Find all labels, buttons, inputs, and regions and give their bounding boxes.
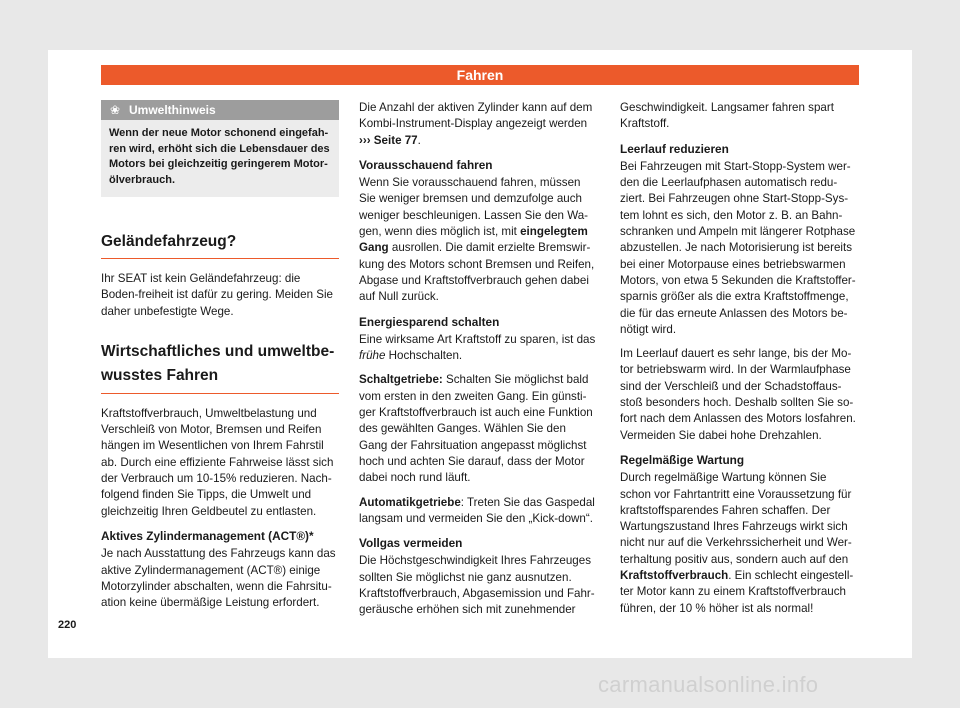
paragraph-vollgas: Die Höchstgeschwindigkeit Ihres Fahrzeuges sollten Sie möglichst nie ganz ausnutzen. Kraftstoffverbrauch, Abgasemission und Fahr-geräusche erhöhen sich mit zunehmender	[359, 554, 595, 617]
heading-gelaendefahrzeug: Geländefahrzeug?	[101, 231, 339, 259]
note-title: Umwelthinweis	[129, 103, 216, 117]
heading-act: Aktives Zylindermanagement (ACT®)*	[101, 528, 314, 543]
heading-energiesparend: Energiesparend schalten	[359, 314, 500, 329]
column-middle	[359, 100, 597, 627]
heading-wartung: Regelmäßige Wartung	[620, 452, 745, 467]
heading-wirtschaftlich: Wirtschaftliches und umweltbe-wusstes Fahren	[101, 340, 339, 394]
column-right	[620, 100, 858, 625]
paragraph-schaltgetriebe: Schaltgetriebe: Schalten Sie möglichst bald vom ersten in den zweiten Gang. Ein günsti-ger Kraftstoffverbrauch ist auch eine Funktion des gewählten Ganges. Wählen Sie den Gang der Fahrsituation angepasst möglichst hoch und achten Sie darauf, dass der Motor dabei noch rund läuft.	[359, 373, 593, 485]
section-header: Fahren	[101, 65, 859, 85]
paragraph-leerlauf-2: Im Leerlauf dauert es sehr lange, bis der Mo-tor betriebswarm wird. In der Warmlaufphase sind der Verschleiß und der Schadstoffaus-stoß besonders hoch. Deshalb sollten Sie so-fort nach dem Anlassen des Motors losfahren. Vermeiden Sie dabei hohe Drehzahlen.	[620, 347, 856, 442]
heading-vorausschauend: Vorausschauend fahren	[359, 157, 493, 172]
page-number: 220	[58, 619, 77, 631]
paragraph-anzahl: Die Anzahl der aktiven Zylinder kann auf dem Kombi-Instrument-Display angezeigt werden ››› Seite 77.	[359, 101, 593, 147]
paragraph-energiesparend: Eine wirksame Art Kraftstoff zu sparen, ist das frühe Hochschalten.	[359, 332, 596, 363]
watermark: carmanualsonline.info	[598, 672, 819, 697]
paragraph-act: Je nach Ausstattung des Fahrzeugs kann das aktive Zylindermanagement (ACT®) einige Motorzylinder abschalten, wenn die Fahrsitu-ation keine übermäßige Leistung erfordert.	[101, 547, 336, 610]
heading-leerlauf: Leerlauf reduzieren	[620, 141, 729, 156]
column-left	[101, 100, 339, 619]
paragraph-leerlauf-1: Bei Fahrzeugen mit Start-Stopp-System wer-den die Leerlaufphasen automatisch redu-ziert. Bei Fahrzeugen ohne Start-Stopp-Sys-tem lohnt es sich, den Motor z. B. an Bahn-schranken und Ampeln mit längerer Rotphase abzustellen. Je nach Motorisierung ist bereits bei einer Motorpause eines betriebswarmen Motors, von etwa 5 Sekunden die Kraftstoffer-sparnis größer als die extra Kraftstoffmenge, die für das erneute Anlassen des Motors be-nötigt wird.	[620, 159, 856, 336]
page-reference-link[interactable]: ››› Seite 77	[359, 133, 418, 147]
environment-note	[101, 100, 339, 197]
flower-icon: ❀	[109, 103, 121, 117]
paragraph-wirtschaftlich: Kraftstoffverbrauch, Umweltbelastung und Verschleiß von Motor, Bremsen und Reifen hängen im Wesentlichen von Ihrem Fahrstil ab. Durch eine effiziente Fahrweise lässt sich der Verbrauch um 10-15% reduzieren. Nach-folgend finden Sie Tipps, die Umwelt und gleichzeitig Ihren Geldbeutel zu entlasten.	[101, 406, 334, 518]
note-header	[101, 100, 339, 120]
paragraph-geschwindigkeit: Geschwindigkeit. Langsamer fahren spart Kraftstoff.	[620, 101, 834, 131]
heading-vollgas: Vollgas vermeiden	[359, 536, 463, 551]
paragraph-wartung: Durch regelmäßige Wartung können Sie schon vor Fahrtantritt eine Voraussetzung für kraftstoffsparendes Fahren schaffen. Der Wartungszustand Ihres Fahrzeugs wirkt sich nicht nur auf die Verkehrssicherheit und Wer-terhaltung positiv aus, sondern auch auf den Kraftstoffverbrauch. Ein schlecht eingestell-ter Motor kann zu einem Kraftstoffverbrauch führen, der 10 % höher ist als normal!	[620, 471, 854, 615]
paragraph-gelaende: Ihr SEAT ist kein Geländefahrzeug: die Boden-freiheit ist dafür zu gering. Meiden Sie daher unbefestigte Wege.	[101, 272, 334, 318]
paragraph-automatik: Automatikgetriebe: Treten Sie das Gaspedal langsam und vermeiden Sie den „Kick-down“.	[359, 495, 595, 525]
paragraph-vorausschauend: Wenn Sie vorausschauend fahren, müssen Sie weniger bremsen und demzufolge auch weniger beschleunigen. Lassen Sie den Wa-gen, wenn dies möglich ist, mit eingelegtem Gang ausrollen. Die damit erzielte Bremswir-kung des Motors schont Bremsen und Reifen, Abgase und Kraftstoffverbrauch gehen dabei auf Null zurück.	[359, 176, 595, 304]
note-text: Wenn der neue Motor schonend eingefah-ren wird, erhöht sich die Lebensdauer des Motors bei gleichzeitig geringerem Motor-ölverbrauch.	[109, 127, 330, 186]
